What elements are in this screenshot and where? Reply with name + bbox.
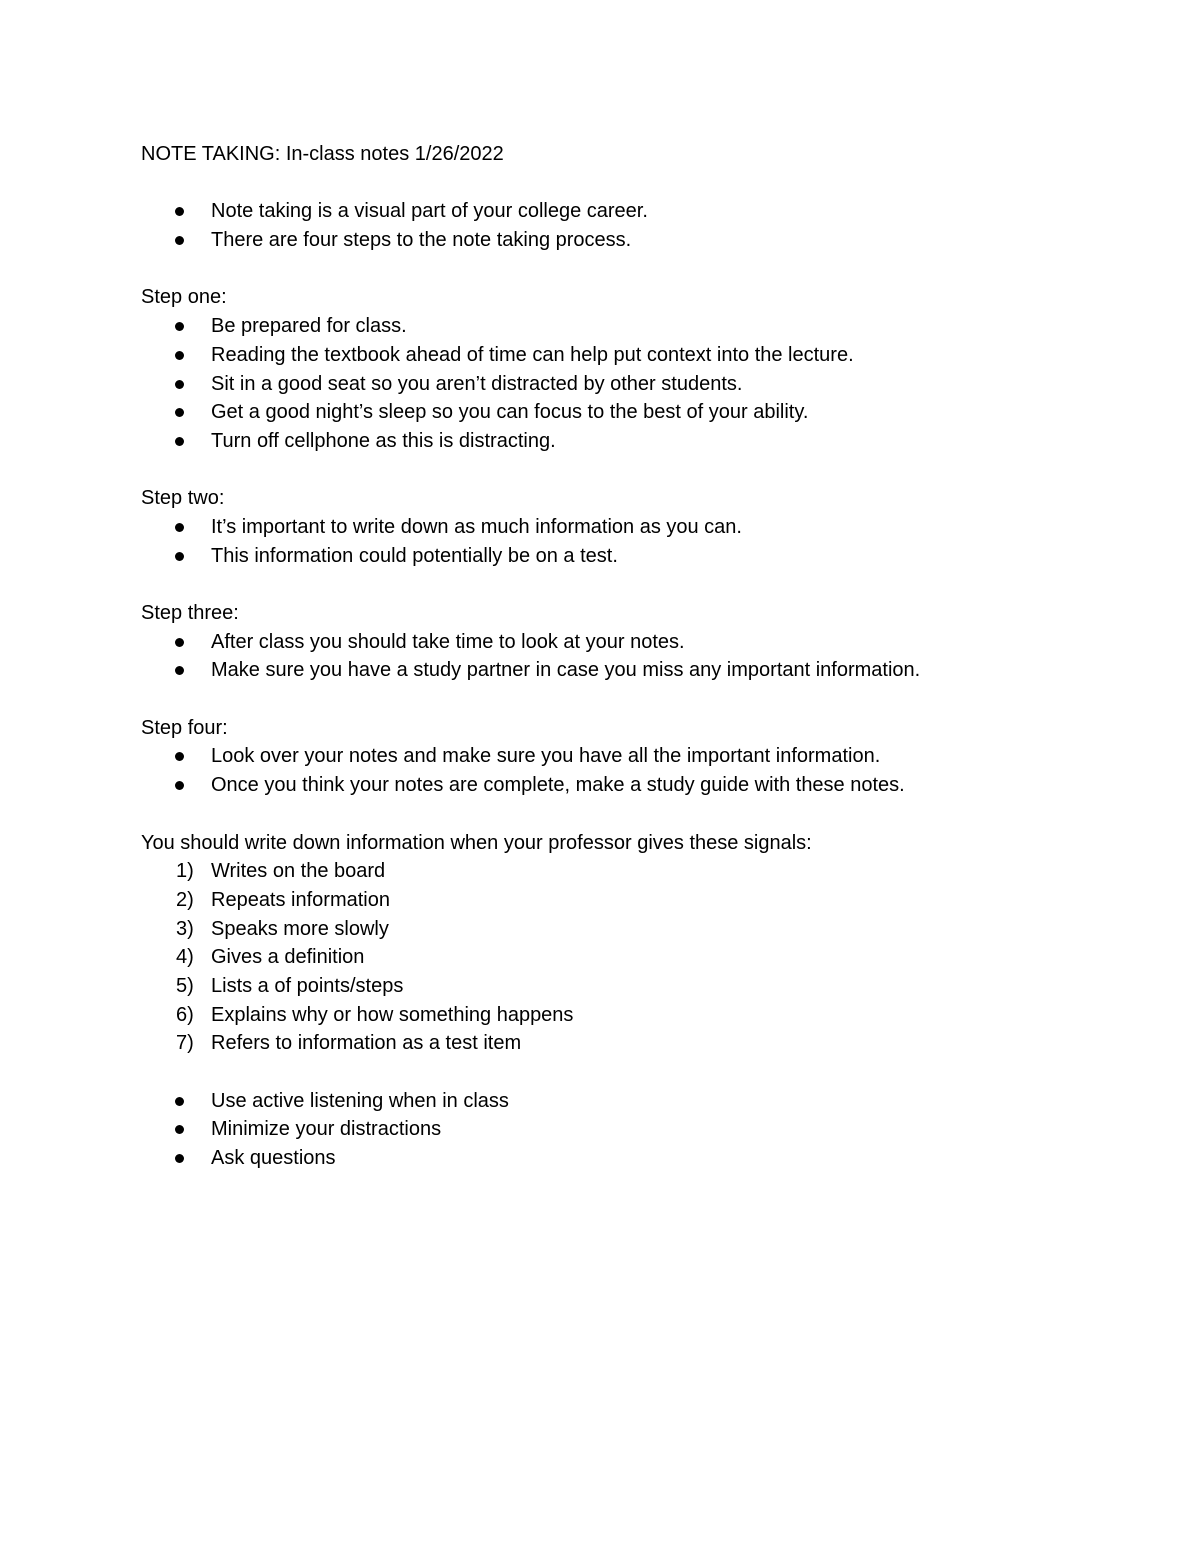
bullet-icon <box>175 1097 184 1106</box>
list-item: Reading the textbook ahead of time can help put context into the lecture. <box>141 341 1121 370</box>
bullet-icon <box>175 1154 184 1163</box>
list-item: Get a good night’s sleep so you can focus to the best of your ability. <box>141 398 1121 427</box>
list-item: It’s important to write down as much information as you can. <box>141 513 1121 542</box>
signals-list <box>141 857 1121 1058</box>
bullet-icon <box>175 207 184 216</box>
list-item: 3) Speaks more slowly <box>176 917 389 940</box>
list-item: 7) Refers to information as a test item <box>176 1032 522 1055</box>
step-two-heading: Step two: <box>141 487 225 510</box>
closing-list <box>141 1087 1121 1173</box>
signals-intro: You should write down information when your professor gives these signals: <box>141 831 812 854</box>
spacer <box>141 255 1121 284</box>
bullet-icon <box>175 322 184 331</box>
spacer <box>141 800 1121 829</box>
step-two-list <box>141 513 1121 570</box>
bullet-icon <box>175 552 184 561</box>
list-item: This information could potentially be on a test. <box>141 542 1121 571</box>
list-item: Use active listening when in class <box>141 1087 1121 1116</box>
bullet-icon <box>175 351 184 360</box>
step-three-list <box>141 628 1121 685</box>
list-item: Be prepared for class. <box>141 312 1121 341</box>
bullet-icon <box>175 408 184 417</box>
list-item: Look over your notes and make sure you have all the important information. <box>141 742 1121 771</box>
spacer <box>141 456 1121 485</box>
step-four-list <box>141 742 1121 799</box>
list-item: Turn off cellphone as this is distracting. <box>141 427 1121 456</box>
bullet-icon <box>175 380 184 389</box>
step-four-heading: Step four: <box>141 716 228 739</box>
spacer <box>141 685 1121 714</box>
list-item: 1) Writes on the board <box>176 860 386 883</box>
document-page <box>141 140 1121 1173</box>
list-item: 5) Lists a of points/steps <box>176 974 404 997</box>
spacer <box>141 169 1121 198</box>
list-item: Sit in a good seat so you aren’t distracted by other students. <box>141 370 1121 399</box>
list-item: Once you think your notes are complete, make a study guide with these notes. <box>141 771 1121 800</box>
list-item: 6) Explains why or how something happens <box>176 1003 574 1026</box>
bullet-icon <box>175 523 184 532</box>
spacer <box>141 1058 1121 1087</box>
spacer <box>141 570 1121 599</box>
list-item: 4) Gives a definition <box>176 946 365 969</box>
step-one-heading: Step one: <box>141 286 227 309</box>
list-item: Note taking is a visual part of your college career. <box>141 197 1121 226</box>
bullet-icon <box>175 666 184 675</box>
step-one-list <box>141 312 1121 455</box>
document-title: NOTE TAKING: In-class notes 1/26/2022 <box>141 143 504 165</box>
bullet-icon <box>175 752 184 761</box>
bullet-icon <box>175 236 184 245</box>
list-item: 2) Repeats information <box>176 888 390 911</box>
bullet-icon <box>175 638 184 647</box>
list-item: Ask questions <box>141 1144 1121 1173</box>
bullet-icon <box>175 437 184 446</box>
list-item: After class you should take time to look at your notes. <box>141 628 1121 657</box>
bullet-icon <box>175 781 184 790</box>
intro-list <box>141 197 1121 254</box>
list-item: Minimize your distractions <box>141 1115 1121 1144</box>
step-three-heading: Step three: <box>141 602 239 624</box>
bullet-icon <box>175 1125 184 1134</box>
list-item: Make sure you have a study partner in case you miss any important information. <box>141 656 1121 685</box>
list-item: There are four steps to the note taking process. <box>141 226 1121 255</box>
